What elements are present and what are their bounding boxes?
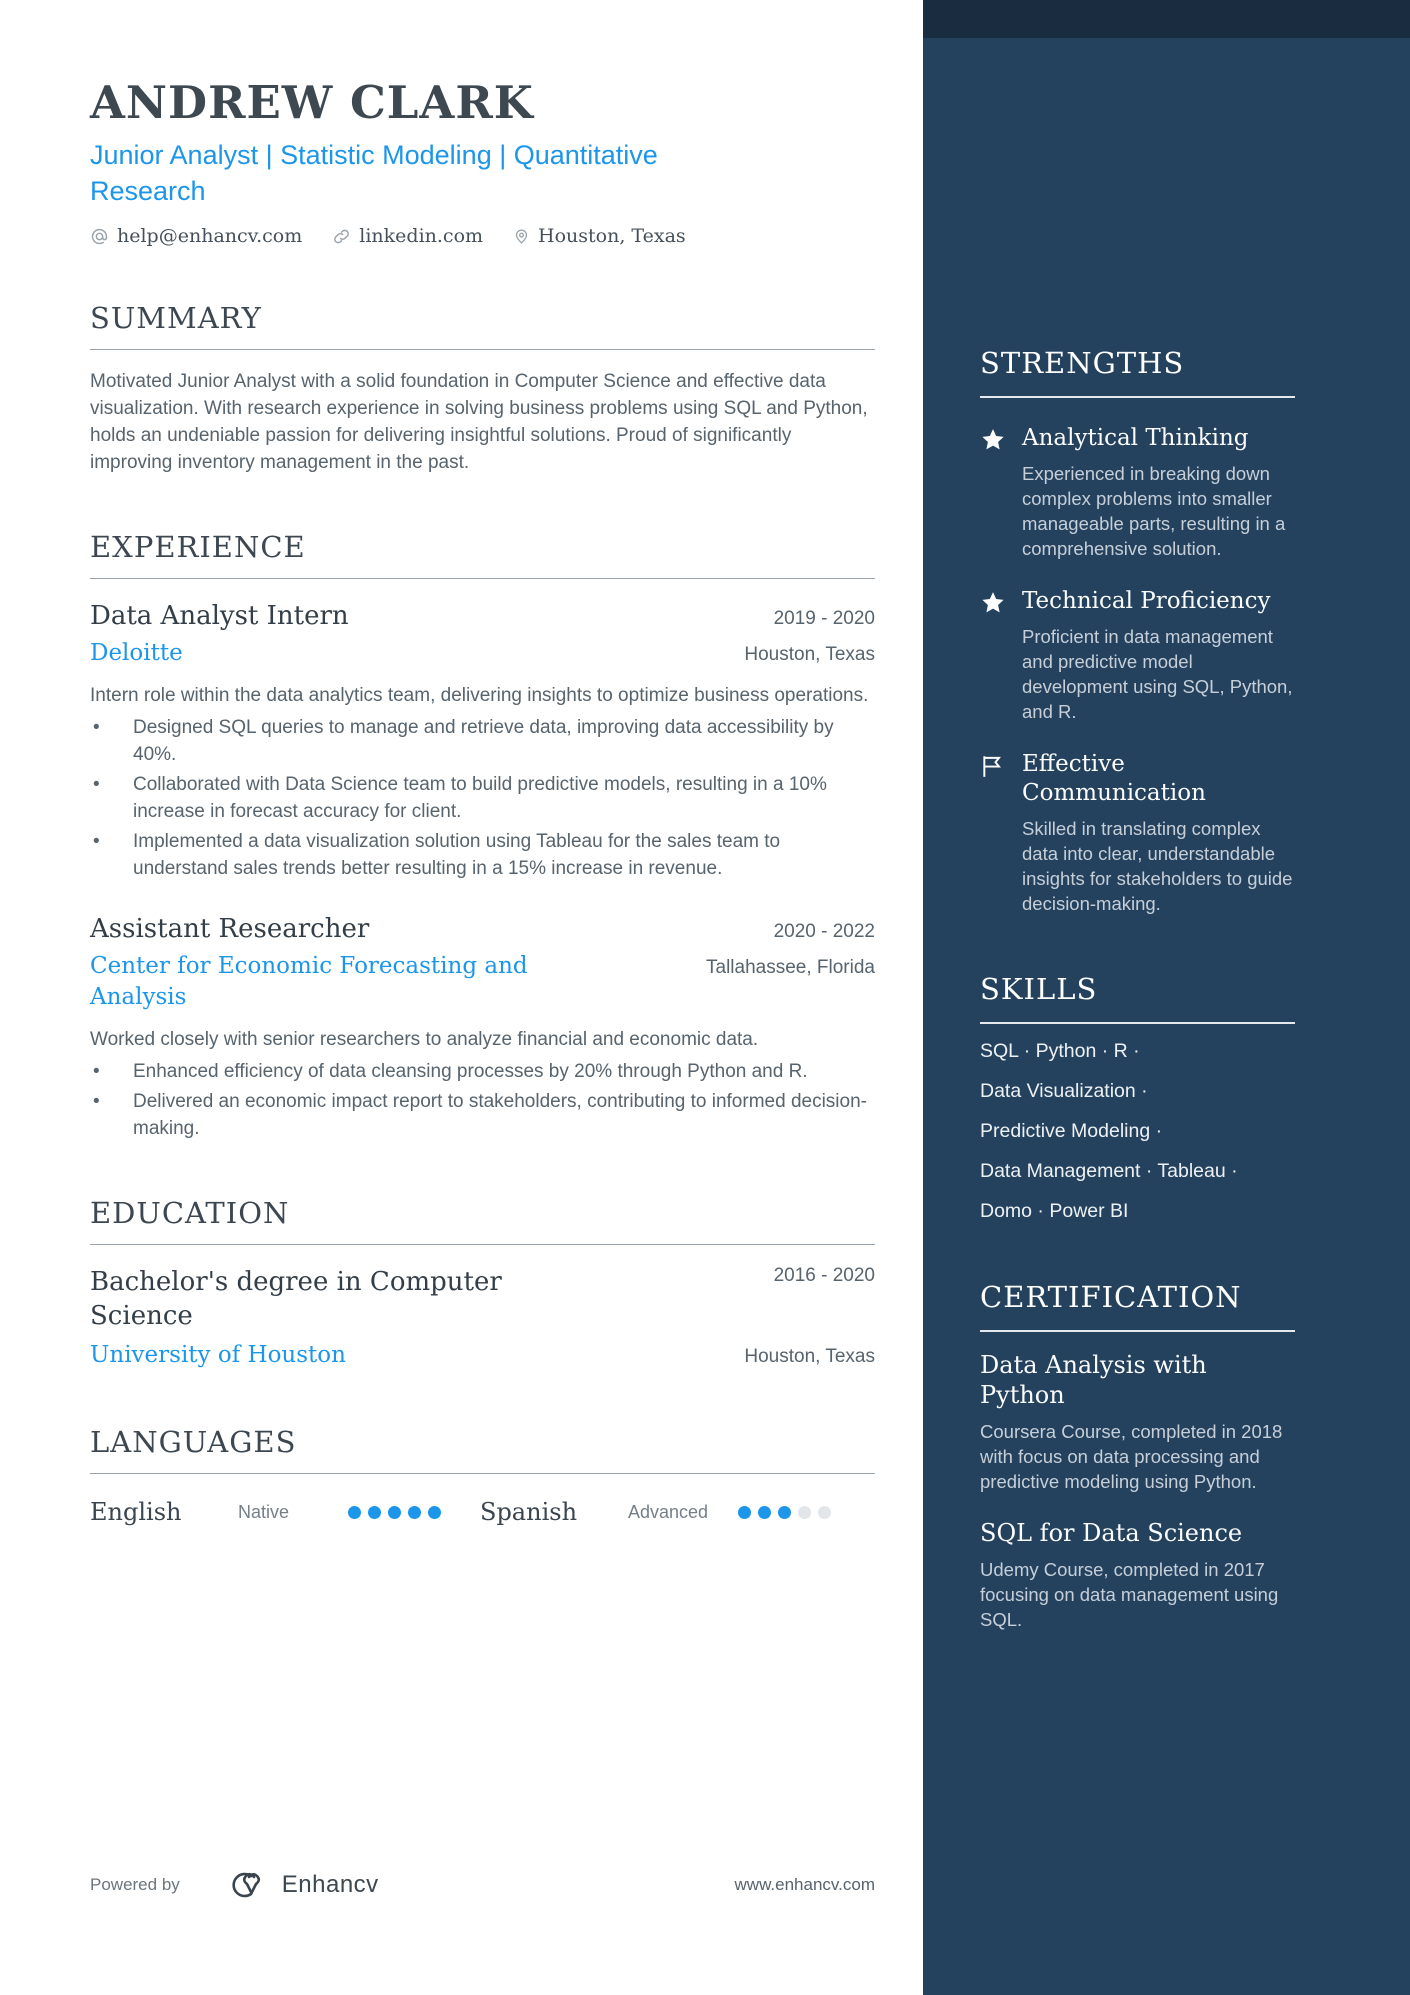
job-intro: Intern role within the data analytics team, delivering insights to optimize business operations. (90, 685, 869, 706)
panel-top-strip (923, 0, 1410, 38)
skills-heading: SKILLS (980, 972, 1295, 1024)
candidate-title: Junior Analyst | Statistic Modeling | Quantitative Research (90, 140, 658, 206)
proficiency-dot (818, 1506, 831, 1519)
job-bullet: • Delivered an economic impact report to stakeholders, contributing to informed decision-making. (90, 1088, 875, 1142)
contact-row (90, 225, 875, 247)
degree-title: Bachelor's degree in Computer Science (90, 1267, 502, 1331)
languages-row (90, 1498, 875, 1526)
language-proficiency-dots (348, 1506, 441, 1519)
entry-head (90, 601, 875, 631)
school-name[interactable]: University of Houston (90, 1342, 346, 1368)
flag-icon (980, 750, 1022, 916)
entry-sub (90, 1340, 875, 1371)
strength-content (1022, 424, 1295, 561)
certification-title: Data Analysis with Python (980, 1351, 1207, 1409)
education-location: Houston, Texas (744, 1346, 875, 1367)
strength-item (980, 424, 1295, 561)
proficiency-dot (778, 1506, 791, 1519)
languages-heading: LANGUAGES (90, 1425, 875, 1474)
job-dates: 2019 - 2020 (773, 608, 875, 629)
proficiency-dot (348, 1506, 361, 1519)
certification-heading: CERTIFICATION (980, 1280, 1295, 1332)
strengths-section (980, 346, 1295, 916)
contact-email-label: help@enhancv.com (117, 225, 303, 247)
strength-text: Skilled in translating complex data into clear, understandable insights for stakeholders to guide decision-making. (1022, 818, 1293, 914)
strength-text: Experienced in breaking down complex problems into smaller manageable parts, resulting in a comprehensive solution. (1022, 463, 1286, 559)
job-location: Tallahassee, Florida (706, 957, 875, 978)
entry-sub (90, 638, 875, 669)
candidate-name: ANDREW CLARK (90, 76, 534, 129)
job-bullet: • Collaborated with Data Science team to build predictive models, resulting in a 10% increase in forecast accuracy for client. (90, 771, 875, 825)
certification-text: Udemy Course, completed in 2017 focusing on data management using SQL. (980, 1559, 1279, 1630)
job-title: Assistant Researcher (90, 914, 370, 944)
job-bullet: • Enhanced efficiency of data cleansing processes by 20% through Python and R. (90, 1058, 875, 1085)
proficiency-dot (758, 1506, 771, 1519)
summary-text: Motivated Junior Analyst with a solid foundation in Computer Science and effective data visualization. With research experience in solving business problems using SQL and Python, holds an undeniable passion for delivering insightful solutions. Proud of significantly improving inventory management in the past. (90, 371, 868, 473)
proficiency-dot (388, 1506, 401, 1519)
footer-site-url[interactable]: www.enhancv.com (734, 1875, 875, 1894)
language-name: Spanish (480, 1498, 578, 1526)
company-name[interactable]: Center for Economic Forecasting and Analysis (90, 953, 528, 1010)
strength-item (980, 587, 1295, 724)
education-section (90, 1196, 875, 1371)
proficiency-dot (368, 1506, 381, 1519)
contact-location (513, 225, 686, 247)
job-intro: Worked closely with senior researchers to analyze financial and economic data. (90, 1029, 759, 1050)
experience-entry (90, 914, 875, 1142)
strength-item (980, 750, 1295, 916)
contact-linkedin[interactable] (332, 225, 483, 247)
enhancv-wordmark: Enhancv (281, 1871, 379, 1898)
education-dates: 2016 - 2020 (773, 1265, 875, 1286)
job-location: Houston, Texas (744, 644, 875, 665)
contact-email[interactable] (90, 225, 302, 247)
footer (90, 1868, 875, 1902)
skill-line: Domo · Power BI (980, 1200, 1129, 1222)
skill-line: Data Management · Tableau · (980, 1160, 1238, 1182)
strengths-heading: STRENGTHS (980, 346, 1295, 398)
experience-section (90, 530, 875, 1142)
company-name[interactable]: Deloitte (90, 640, 183, 666)
job-bullets (90, 1058, 875, 1142)
link-icon (332, 227, 351, 246)
job-bullet: • Designed SQL queries to manage and retrieve data, improving data accessibility by 40%. (90, 714, 875, 768)
enhancv-logo-mark (222, 1868, 272, 1902)
strength-title: Analytical Thinking (1022, 425, 1249, 451)
certification-item (980, 1350, 1295, 1494)
main-column (90, 0, 875, 1526)
skill-line: SQL · Python · R · (980, 1040, 1140, 1062)
summary-heading: SUMMARY (90, 301, 875, 350)
strength-title: Effective Communication (1022, 751, 1206, 806)
proficiency-dot (428, 1506, 441, 1519)
star-icon (980, 587, 1022, 724)
sidebar-panel (923, 0, 1410, 1995)
job-dates: 2020 - 2022 (773, 921, 875, 942)
education-heading: EDUCATION (90, 1196, 875, 1245)
enhancv-logo[interactable] (222, 1868, 379, 1902)
degree-row (90, 1265, 875, 1333)
at-icon (90, 227, 109, 246)
location-pin-icon (513, 227, 530, 246)
skill-line: Data Visualization · (980, 1080, 1148, 1102)
proficiency-dot (738, 1506, 751, 1519)
certification-item (980, 1518, 1295, 1632)
strength-content (1022, 587, 1295, 724)
contact-linkedin-label: linkedin.com (359, 225, 484, 247)
star-icon (980, 424, 1022, 561)
experience-heading: EXPERIENCE (90, 530, 875, 579)
strength-text: Proficient in data management and predictive model development using SQL, Python, and R. (1022, 626, 1293, 722)
language-item (90, 1498, 480, 1526)
powered-by-label: Powered by (90, 1875, 180, 1894)
skill-line: Predictive Modeling · (980, 1120, 1163, 1142)
language-name: English (90, 1498, 182, 1526)
proficiency-dot (408, 1506, 421, 1519)
strength-title: Technical Proficiency (1022, 588, 1271, 614)
experience-entry (90, 601, 875, 882)
language-proficiency-dots (738, 1506, 831, 1519)
language-level: Native (238, 1501, 290, 1522)
job-bullets (90, 714, 875, 882)
skills-section (980, 972, 1295, 1224)
strength-content (1022, 750, 1295, 916)
proficiency-dot (798, 1506, 811, 1519)
language-item (480, 1498, 875, 1526)
entry-head (90, 914, 875, 944)
certification-title: SQL for Data Science (980, 1519, 1243, 1547)
certification-section (980, 1280, 1295, 1632)
language-level: Advanced (628, 1501, 709, 1522)
job-title: Data Analyst Intern (90, 601, 349, 631)
languages-section (90, 1425, 875, 1526)
certification-text: Coursera Course, completed in 2018 with focus on data processing and predictive modeling using Python. (980, 1421, 1283, 1492)
job-bullet: • Implemented a data visualization solution using Tableau for the sales team to understand sales trends better resulting in a 15% increase in revenue. (90, 828, 875, 882)
contact-location-label: Houston, Texas (538, 225, 686, 247)
summary-section (90, 301, 875, 476)
entry-sub (90, 951, 875, 1013)
